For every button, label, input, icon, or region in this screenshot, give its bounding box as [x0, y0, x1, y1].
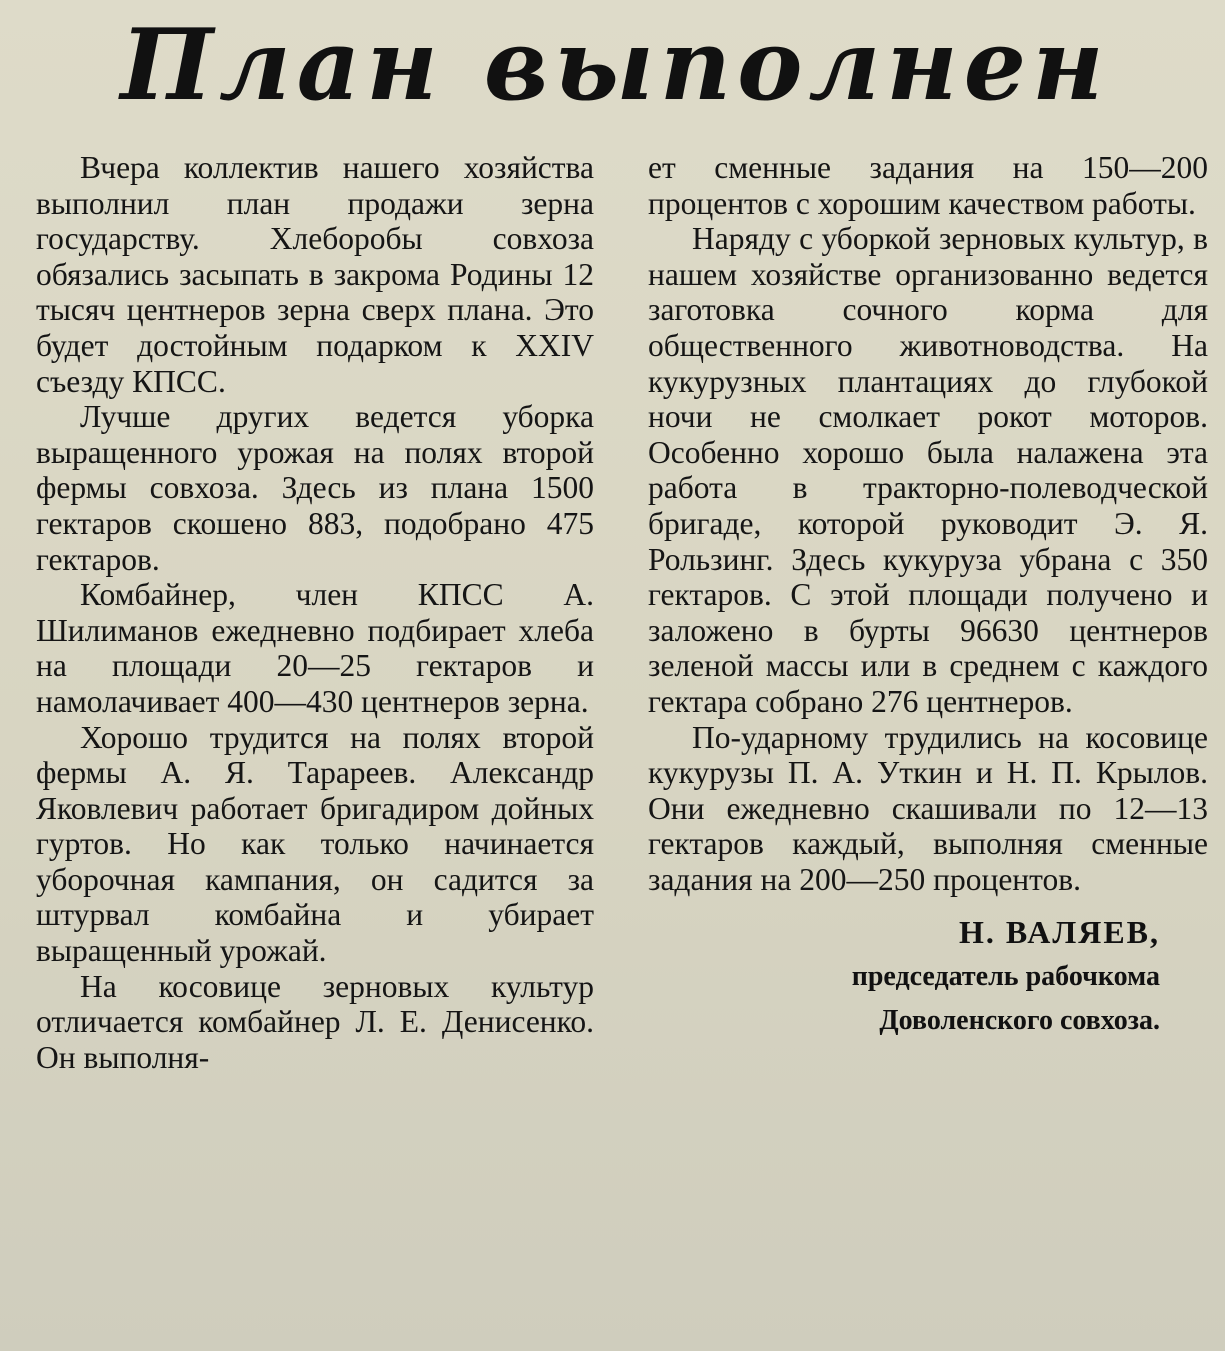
- paragraph: Лучше других ведется уборка выращенного урожая на полях второй фермы совхоза. Здесь из плана 1500 гектаров скошено 883, подобрано 475 гектаров.: [36, 399, 594, 577]
- article-headline: План выполнен: [120, 8, 1110, 123]
- paragraph: Комбайнер, член КПСС А. Шилиманов ежедневно подбирает хлеба на площади 20—25 гектаров и намолачивает 400—430 центнеров зерна.: [36, 577, 594, 719]
- paragraph: Хорошо трудится на полях второй фермы А. Я. Тарареев. Александр Яковлевич работает бригадиром дойных гуртов. Но как только начинается уборочная кампания, он садится за штурвал комбайна и убирает выращенный урожай.: [36, 719, 594, 969]
- article-column-left: [36, 150, 594, 1075]
- paragraph: Вчера коллектив нашего хозяйства выполнил план продажи зерна государству. Хлеборобы совхоза обязались засыпать в закрома Родины 12 тысяч центнеров зерна сверх плана. Это будет достойным подарком к XXIV съезду КПСС.: [36, 150, 594, 399]
- author-position: председатель рабочкома: [851, 961, 1160, 993]
- paragraph: На косовице зерновых культур отличается комбайнер Л. Е. Денисенко. Он выполня-: [36, 968, 594, 1075]
- paragraph-continuation: ет сменные задания на 150—200 процентов с хорошим качеством работы.: [648, 150, 1208, 221]
- paragraph: Наряду с уборкой зерновых культур, в нашем хозяйстве организованно ведется заготовка сочного корма для общественного животноводства. На кукурузных плантациях до глубокой ночи не смолкает рокот моторов. Особенно хорошо была налажена эта работа в тракторно-полеводческой бригаде, которой руководит Э. Я. Рользинг. Здесь кукуруза убрана с 350 гектаров. С этой площади получено и заложено в бурты 96630 центнеров зеленой массы или в среднем с каждого гектара собрано 276 центнеров.: [648, 221, 1208, 719]
- article-column-right: [648, 150, 1208, 1043]
- paragraph: По-ударному трудились на косовице кукурузы П. А. Уткин и Н. П. Крылов. Они ежедневно скашивали по 12—13 гектаров каждый, выполняя сменные задания на 200—250 процентов.: [648, 719, 1208, 897]
- author-organization: Доволенского совхоза.: [879, 1005, 1160, 1037]
- author-signature: [648, 909, 1208, 1043]
- author-name: Н. ВАЛЯЕВ,: [959, 914, 1160, 951]
